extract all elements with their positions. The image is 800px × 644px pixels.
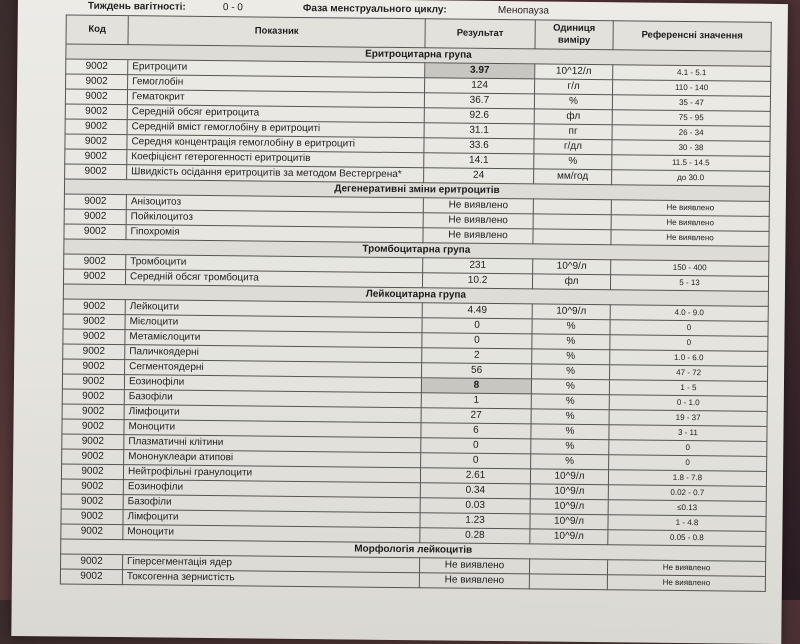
test-result: 4.49 [422,303,532,319]
test-result: 24 [424,168,534,184]
test-code: 9002 [63,269,125,285]
test-result: 31.1 [424,123,534,139]
test-result: 0 [422,333,532,349]
test-unit: % [532,319,610,335]
report-header [87,0,778,17]
test-unit: 10^9/л [530,469,608,485]
test-reference-range: 1.8 - 7.8 [608,470,766,487]
test-reference-range: 0 [609,440,767,457]
section-title: Тромбоцитарна група [64,239,769,261]
test-name: Середній обсяг еритроцита [127,105,424,123]
test-name: Лейкоцити [125,300,422,318]
test-name: Еозинофіли [123,480,420,498]
test-reference-range: до 30.0 [612,170,770,187]
test-reference-range: 0 - 1.0 [609,395,767,412]
column-header-reference: Референсні значення [613,21,771,52]
test-unit [533,229,611,245]
test-code: 9002 [63,329,125,345]
test-result: Не виявлено [423,228,533,244]
test-reference-range: 4.0 - 9.0 [610,305,768,322]
test-code: 9002 [63,314,125,330]
test-unit: % [532,349,610,365]
test-reference-range: 30 - 38 [612,140,770,157]
test-code: 9002 [66,74,128,90]
test-name: Гіперсегментація ядер [122,555,419,573]
test-code: 9002 [65,164,127,180]
test-result: 2.61 [420,468,530,484]
test-code: 9002 [61,554,123,570]
test-result: 0.28 [420,528,530,544]
test-name: Середня концентрація гемоглобіну в еритроциті [127,135,424,153]
test-result: 14.1 [424,153,534,169]
test-reference-range: Не виявлено [611,215,769,232]
test-reference-range: 35 - 47 [612,95,770,112]
test-unit: 10^12/л [535,64,613,80]
test-reference-range: 19 - 37 [609,410,767,427]
test-name: Токсогенна зернистість [122,570,419,588]
test-name: Сегментоядерні [125,360,422,378]
test-unit: % [531,424,609,440]
test-reference-range: ≤0.13 [608,500,766,517]
test-code: 9002 [64,254,126,270]
test-name: Середній обсяг тромбоцита [125,270,422,288]
test-code: 9002 [65,89,127,105]
test-code: 9002 [62,434,124,450]
test-name: Лімфоцити [123,510,420,528]
test-result: 1.23 [420,513,530,529]
test-unit: % [531,379,609,395]
test-reference-range: 1 - 4.8 [608,515,766,532]
test-name: Анізоцитоз [126,195,423,213]
test-result: 231 [423,258,533,274]
test-unit: % [534,154,612,170]
test-name: Паличкоядерні [125,345,422,363]
test-code: 9002 [60,569,122,585]
test-unit: % [531,439,609,455]
results-table [60,15,772,592]
test-code: 9002 [61,464,123,480]
test-result: Не виявлено [423,198,533,214]
test-code: 9002 [62,419,124,435]
test-reference-range: 11.5 - 14.5 [612,155,770,172]
test-reference-range: 0 [610,335,768,352]
pregnancy-week-label: Тиждень вагітності: [87,0,186,13]
test-reference-range: Не виявлено [607,560,765,577]
test-name: Лімфоцити [124,405,421,423]
test-result: 3.97 [425,63,535,79]
test-result: 1 [421,393,531,409]
test-result: 33.6 [424,138,534,154]
test-name: Гематокрит [127,90,424,108]
test-name: Коефіцієнт гетерогенності еритроцитів [127,150,424,168]
test-unit: % [532,334,610,350]
column-header-unit: Одиниця виміру [535,20,613,50]
test-result: 92.6 [424,108,534,124]
test-unit: % [531,454,609,470]
test-result: 10.2 [422,273,532,289]
test-reference-range: 5 - 13 [610,275,768,292]
test-result: 27 [421,408,531,424]
test-unit: 10^9/л [530,499,608,515]
test-name: Базофіли [124,390,421,408]
test-unit: 10^9/л [530,514,608,530]
test-code: 9002 [65,104,127,120]
test-reference-range: Не виявлено [611,200,769,217]
test-result: Не виявлено [419,573,529,589]
test-reference-range: 0.05 - 0.8 [608,530,766,547]
section-title: Лейкоцитарна група [63,284,768,306]
test-unit: % [532,364,610,380]
test-unit: 10^9/л [533,259,611,275]
test-reference-range: 1.0 - 6.0 [610,350,768,367]
test-result: 0 [421,438,531,454]
test-reference-range: Не виявлено [607,575,765,592]
table-body [60,44,771,591]
test-name: Середній вміст гемоглобіну в еритроциті [127,120,424,138]
test-result: Не виявлено [419,558,529,574]
test-name: Моноцити [124,420,421,438]
test-result: Не виявлено [423,213,533,229]
test-result: 2 [422,348,532,364]
test-result: 0 [422,318,532,334]
test-reference-range: 26 - 34 [612,125,770,142]
test-name: Гемоглобін [128,75,425,93]
test-code: 9002 [63,359,125,375]
test-result: 36.7 [424,93,534,109]
test-code: 9002 [61,524,123,540]
test-unit: % [531,409,609,425]
column-header-code: Код [66,15,128,45]
test-unit: г/л [535,79,613,95]
test-unit [529,574,607,590]
section-title: Дегенеративні зміни еритроцитів [64,179,769,201]
test-code: 9002 [65,134,127,150]
test-code: 9002 [64,209,126,225]
test-name: Еозинофіли [124,375,421,393]
test-reference-range: 1 - 5 [609,380,767,397]
test-unit [529,559,607,575]
column-header-result: Результат [425,19,535,49]
test-code: 9002 [63,344,125,360]
test-name: Моноцити [123,525,420,543]
test-result: 56 [422,363,532,379]
test-result: 0.34 [420,483,530,499]
test-code: 9002 [65,119,127,135]
test-unit: мм/год [534,169,612,185]
test-unit [533,199,611,215]
test-name: Нейтрофільні гранулоцити [123,465,420,483]
test-unit [533,214,611,230]
test-unit: % [531,394,609,410]
test-code: 9002 [61,479,123,495]
test-unit: г/дл [534,139,612,155]
lab-report-sheet [11,0,788,644]
test-code: 9002 [62,374,124,390]
test-name: Базофіли [123,495,420,513]
cycle-phase-value: Менопауза [497,5,550,17]
test-code: 9002 [62,404,124,420]
cycle-phase-label: Фаза менструального циклу: [302,2,447,16]
column-header-indicator: Показник [128,16,425,48]
test-code: 9002 [61,494,123,510]
test-reference-range: 150 - 400 [611,260,769,277]
pregnancy-week-value: 0 - 0 [222,2,243,14]
test-reference-range: 3 - 11 [609,425,767,442]
test-code: 9002 [65,149,127,165]
test-name: Гіпохромія [126,225,423,243]
test-unit: 10^9/л [530,529,608,545]
test-name: Еритроцити [128,60,425,78]
section-title: Морфологія лейкоцитів [61,539,766,561]
test-result: 8 [421,378,531,394]
test-result: 6 [421,423,531,439]
test-unit: % [534,94,612,110]
test-name: Мієлоцити [125,315,422,333]
test-name: Плазматичні клітини [124,435,421,453]
test-result: 124 [425,78,535,94]
test-unit: 10^9/л [532,304,610,320]
test-unit: 10^9/л [530,484,608,500]
test-name: Метамієлоцити [125,330,422,348]
test-code: 9002 [64,194,126,210]
test-reference-range: 4.1 - 5.1 [613,65,771,82]
test-unit: фл [534,109,612,125]
test-reference-range: 110 - 140 [612,80,770,97]
test-name: Мононуклеари атипові [124,450,421,468]
test-name: Швидкість осідання еритроцитів за методом Вестергрена* [127,165,424,183]
test-code: 9002 [63,299,125,315]
test-reference-range: 47 - 72 [610,365,768,382]
test-reference-range: 0 [609,455,767,472]
test-code: 9002 [62,449,124,465]
test-unit: пг [534,124,612,140]
test-code: 9002 [62,389,124,405]
test-code: 9002 [66,59,128,75]
test-result: 0.03 [420,498,530,514]
test-reference-range: Не виявлено [611,230,769,247]
test-unit: фл [532,274,610,290]
section-title: Еритроцитарна група [66,44,771,66]
test-result: 0 [421,453,531,469]
test-reference-range: 0 [610,320,768,337]
test-name: Тромбоцити [126,255,423,273]
test-code: 9002 [61,509,123,525]
test-reference-range: 75 - 95 [612,110,770,127]
test-reference-range: 0.02 - 0.7 [608,485,766,502]
test-name: Пойкілоцитоз [126,210,423,228]
test-code: 9002 [64,224,126,240]
